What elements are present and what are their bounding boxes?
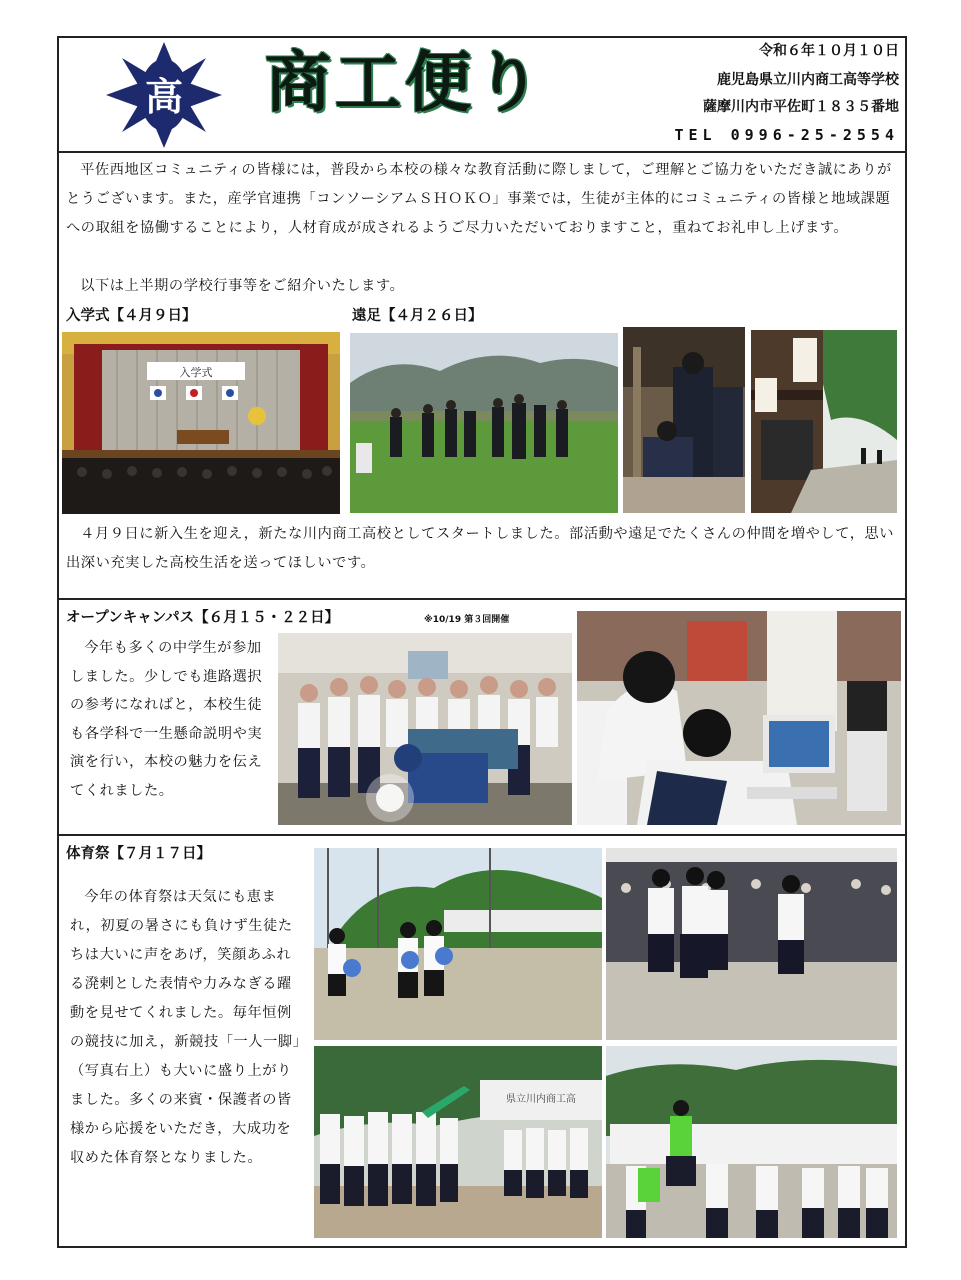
school-tel: TEL 0996-25-2554 bbox=[674, 126, 899, 144]
open-campus-photo-welding bbox=[278, 633, 572, 825]
newsletter-title: 商工便り bbox=[265, 44, 545, 121]
header-divider bbox=[57, 151, 907, 153]
excursion-photo-field bbox=[350, 333, 618, 513]
school-emblem-icon bbox=[104, 40, 224, 150]
intro-lead: 以下は上半期の学校行事等をご紹介いたします。 bbox=[80, 278, 405, 294]
sports-festival-photo-relay bbox=[314, 848, 602, 1040]
tent-sign: 県立川内商工高 bbox=[506, 1094, 576, 1105]
entrance-ceremony-heading: 入学式【４月９日】 bbox=[66, 308, 197, 324]
emblem-char: 高 bbox=[144, 74, 184, 119]
excursion-photo-students bbox=[623, 327, 745, 513]
entrance-ceremony-photo bbox=[62, 332, 340, 514]
school-name: 鹿児島県立川内商工高等学校 bbox=[717, 72, 899, 88]
section1-paragraph: ４月９日に新入生を迎え，新たな川内商工高校としてスタートしました。部活動や遠足でたくさんの仲間を増やして，思い出深い充実した高校生活を送ってほしいです。 bbox=[66, 526, 895, 571]
sports-festival-photo-tug bbox=[314, 1046, 602, 1238]
intro-paragraph: 平佐西地区コミュニティの皆様には，普段から本校の様々な教育活動に際しまして，ご理解とご協力をいただき誠にありがとうございます。また，産学官連携「コンソーシアムＳＨＯＫＯ」事業では，生徒が主体的にコミュニティの皆様と地域課題への取組を協働することにより，人材育成が成されるようご尽力いただいておりますこと，重ねてお礼申し上げます。 bbox=[66, 162, 892, 236]
section-divider-2 bbox=[57, 834, 907, 836]
stage-sign: 入学式 bbox=[179, 366, 213, 379]
open-campus-note: ※10/19 第３回開催 bbox=[424, 615, 510, 625]
school-address: 薩摩川内市平佐町１８３５番地 bbox=[703, 99, 899, 115]
section3-paragraph: 今年の体育祭は天気にも恵まれ，初夏の暑さにも負けず生徒たちは大いに声をあげ，笑顔あふれる溌剌とした表情や力みなぎる躍動を見せてくれました。毎年恒例の競技に加え，新競技「一人一脚」（写真右上）も大いに盛り上がりました。多くの来賓・保護者の皆様から応援をいただき，大成功を収めた体育祭となりました。 bbox=[70, 889, 301, 1166]
sports-festival-heading: 体育祭【７月１７日】 bbox=[66, 846, 211, 862]
section-divider-1 bbox=[57, 598, 907, 600]
open-campus-heading: オープンキャンパス【６月１５・２２日】 bbox=[66, 610, 340, 626]
sports-festival-photo-cavalry bbox=[606, 1046, 897, 1238]
issue-date: 令和６年１０月１０日 bbox=[759, 43, 899, 59]
excursion-photo-street bbox=[751, 330, 897, 513]
section2-paragraph: 今年も多くの中学生が参加しました。少しでも進路選択の参考になればと，本校生徒も各学科で一生懸命説明や実演を行い，本校の魅力を伝えてくれました。 bbox=[70, 640, 263, 799]
open-campus-photo-computer bbox=[577, 611, 901, 825]
sports-festival-photo-one-leg bbox=[606, 848, 897, 1040]
excursion-heading: 遠足【４月２６日】 bbox=[352, 308, 483, 324]
